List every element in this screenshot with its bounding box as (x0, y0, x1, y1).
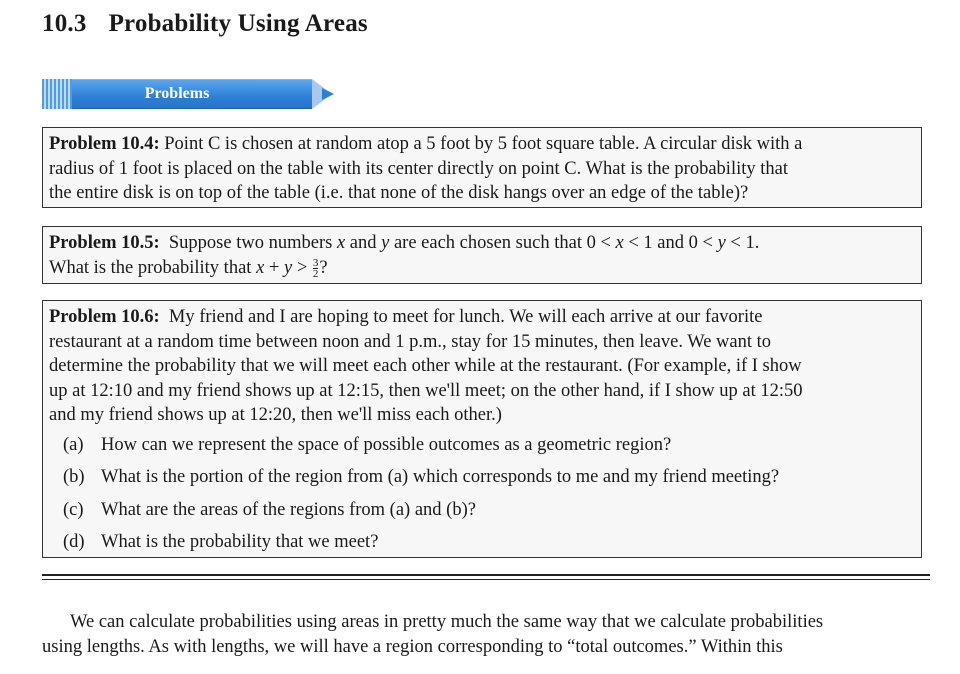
problem-10-6-line: restaurant at a random time between noon and 1 p.m., stay for 15 minutes, then leave. We want to (49, 331, 772, 352)
list-item: (b) What is the portion of the region from (a) which corresponds to me and my friend meeting? (63, 467, 780, 487)
problem-10-4-label: Problem 10.4: (49, 134, 160, 154)
section-title: Probability Using Areas (108, 10, 368, 37)
problem-10-6-line: determine the probability that we will meet each other while at the restaurant. (For example, if I show (49, 356, 802, 376)
problem-10-4-line: Point C is chosen at random atop a 5 foot by 5 foot square table. A circular disk with a (164, 134, 803, 154)
paragraph-line: We can calculate probabilities using areas in pretty much the same way that we calculate probabilities (70, 612, 824, 632)
problem-10-4-box (42, 127, 922, 208)
problem-10-6-parts (49, 429, 915, 559)
problem-10-4-line: radius of 1 foot is placed on the table with its center directly on point C. What is the probability that (49, 158, 788, 179)
pencil-eraser-icon (42, 79, 72, 109)
problem-10-6-line: up at 12:10 and my friend shows up at 12:15, then we'll meet; on the other hand, if I show up at 12:50 (49, 380, 803, 401)
problem-10-5-label: Problem 10.5: (49, 233, 160, 253)
list-item: (d) What is the probability that we meet? (63, 532, 379, 552)
paragraph-line: using lengths. As with lengths, we will have a region corresponding to “total outcomes.” Within this (42, 637, 783, 657)
section-heading (42, 10, 368, 38)
problem-10-6-label: Problem 10.6: (49, 307, 160, 327)
body-paragraph (42, 610, 932, 660)
problem-10-6-line: My friend and I are hoping to meet for lunch. We will each arrive at our favorite (168, 307, 763, 327)
divider (42, 579, 930, 580)
problem-10-5-box: Problem 10.5: Suppose two numbers x and y are each chosen such that 0 < x < 1 and 0 < y < 1. What is the probability that x + y > $\frac{3}{2}$ ? (42, 226, 922, 284)
problem-10-4-line: the entire disk is on top of the table (i.e. that none of the disk hangs over an edge of the table)? (49, 183, 749, 203)
variable-x: x (336, 233, 346, 253)
problems-banner-label: Problems (144, 85, 210, 102)
problem-10-6-box (42, 300, 922, 558)
list-item: (c) What are the areas of the regions from (a) and (b)? (63, 499, 476, 520)
problems-banner (42, 79, 332, 109)
section-number: 10.3 (42, 10, 87, 37)
list-item: (a) How can we represent the space of possible outcomes as a geometric region? (63, 434, 672, 455)
fraction-three-halves: $\frac{3}{2}$ (312, 256, 319, 280)
divider (42, 574, 930, 576)
pencil-tip-icon (322, 88, 334, 100)
variable-y: y (381, 233, 390, 253)
problem-10-6-line: and my friend shows up at 12:20, then we'll miss each other.) (49, 405, 502, 425)
